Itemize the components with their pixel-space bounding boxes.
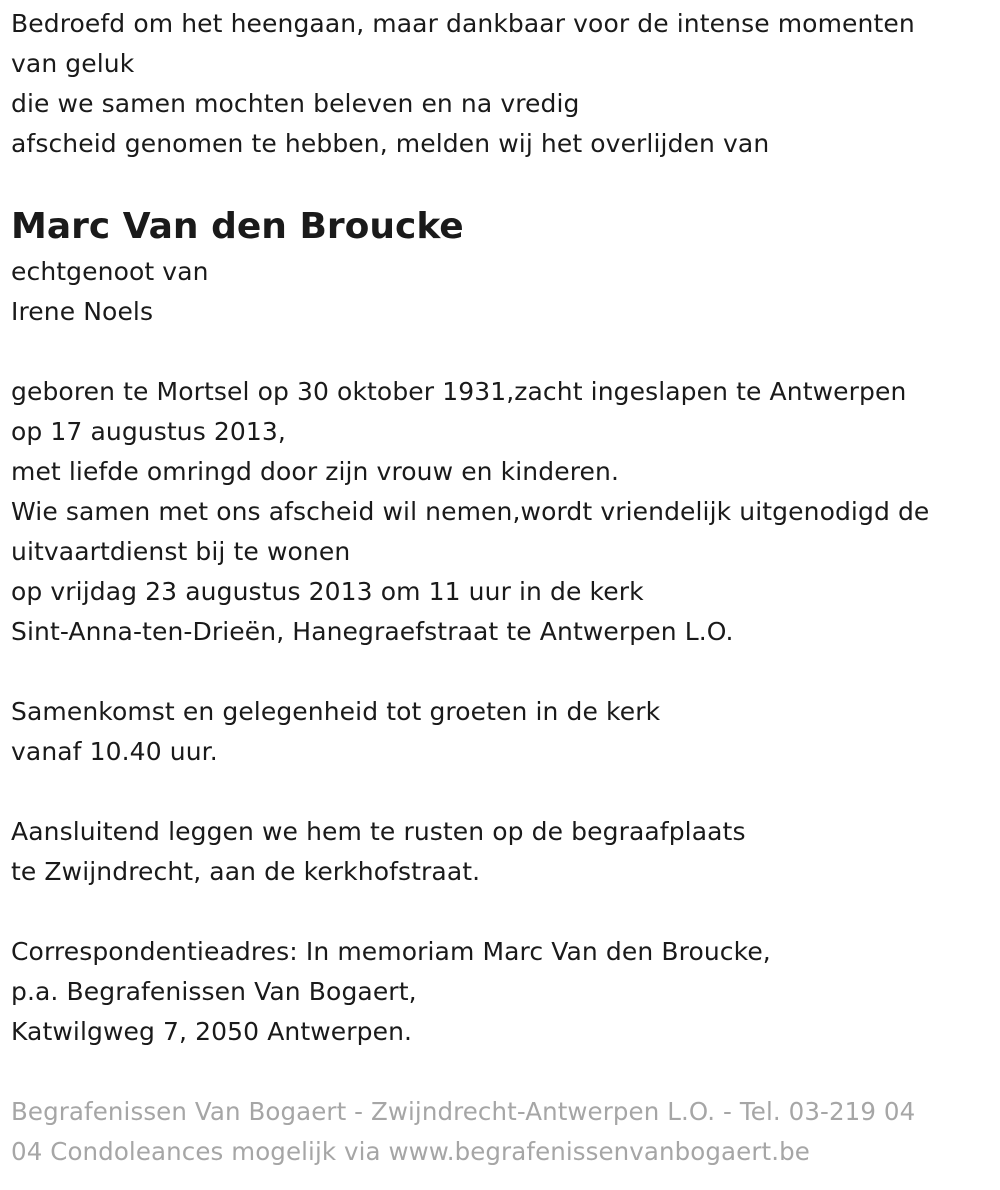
details-paragraph: [11, 372, 990, 652]
gathering-paragraph: [11, 692, 990, 772]
footer-line: Begrafenissen Van Bogaert - Zwijndrecht-Antwerpen L.O. - Tel. 03-219 04: [11, 1097, 916, 1126]
funeral-home-footer: [11, 1092, 990, 1172]
details-line: met liefde omringd door zijn vrouw en kinderen.: [11, 457, 619, 486]
intro-line: van geluk: [11, 49, 135, 78]
burial-paragraph: [11, 812, 990, 892]
correspondence-line: p.a. Begrafenissen Van Bogaert,: [11, 977, 417, 1006]
burial-line: te Zwijndrecht, aan de kerkhofstraat.: [11, 857, 481, 886]
deceased-name: Marc Van den Broucke: [11, 206, 464, 247]
spacer: [11, 772, 990, 812]
footer-line: 04 Condoleances mogelijk via www.begrafenissenvanbogaert.be: [11, 1137, 810, 1166]
relation-text: echtgenoot van: [11, 257, 209, 286]
spacer: [11, 1052, 990, 1092]
gathering-line: vanaf 10.40 uur.: [11, 737, 218, 766]
intro-line: die we samen mochten beleven en na vredig: [11, 89, 580, 118]
intro-paragraph: [11, 0, 990, 164]
burial-line: Aansluitend leggen we hem te rusten op de begraafplaats: [11, 817, 746, 846]
intro-line: Bedroefd om het heengaan, maar dankbaar voor de intense momenten: [11, 9, 915, 38]
spacer: [11, 892, 990, 932]
gathering-line: Samenkomst en gelegenheid tot groeten in de kerk: [11, 697, 661, 726]
correspondence-line: Katwilgweg 7, 2050 Antwerpen.: [11, 1017, 413, 1046]
correspondence-paragraph: [11, 932, 990, 1052]
details-line: Sint-Anna-ten-Drieën, Hanegraefstraat te Antwerpen L.O.: [11, 617, 734, 646]
spacer: [11, 652, 990, 692]
details-line: op 17 augustus 2013,: [11, 417, 286, 446]
correspondence-line: Correspondentieadres: In memoriam Marc Van den Broucke,: [11, 937, 771, 966]
details-line: geboren te Mortsel op 30 oktober 1931,zacht ingeslapen te Antwerpen: [11, 377, 907, 406]
details-line: op vrijdag 23 augustus 2013 om 11 uur in de kerk: [11, 577, 644, 606]
intro-line: afscheid genomen te hebben, melden wij het overlijden van: [11, 129, 770, 158]
spouse-name: Irene Noels: [11, 297, 154, 326]
spacer: [11, 332, 990, 372]
details-line: Wie samen met ons afscheid wil nemen,wordt vriendelijk uitgenodigd de: [11, 497, 930, 526]
details-line: uitvaartdienst bij te wonen: [11, 537, 351, 566]
